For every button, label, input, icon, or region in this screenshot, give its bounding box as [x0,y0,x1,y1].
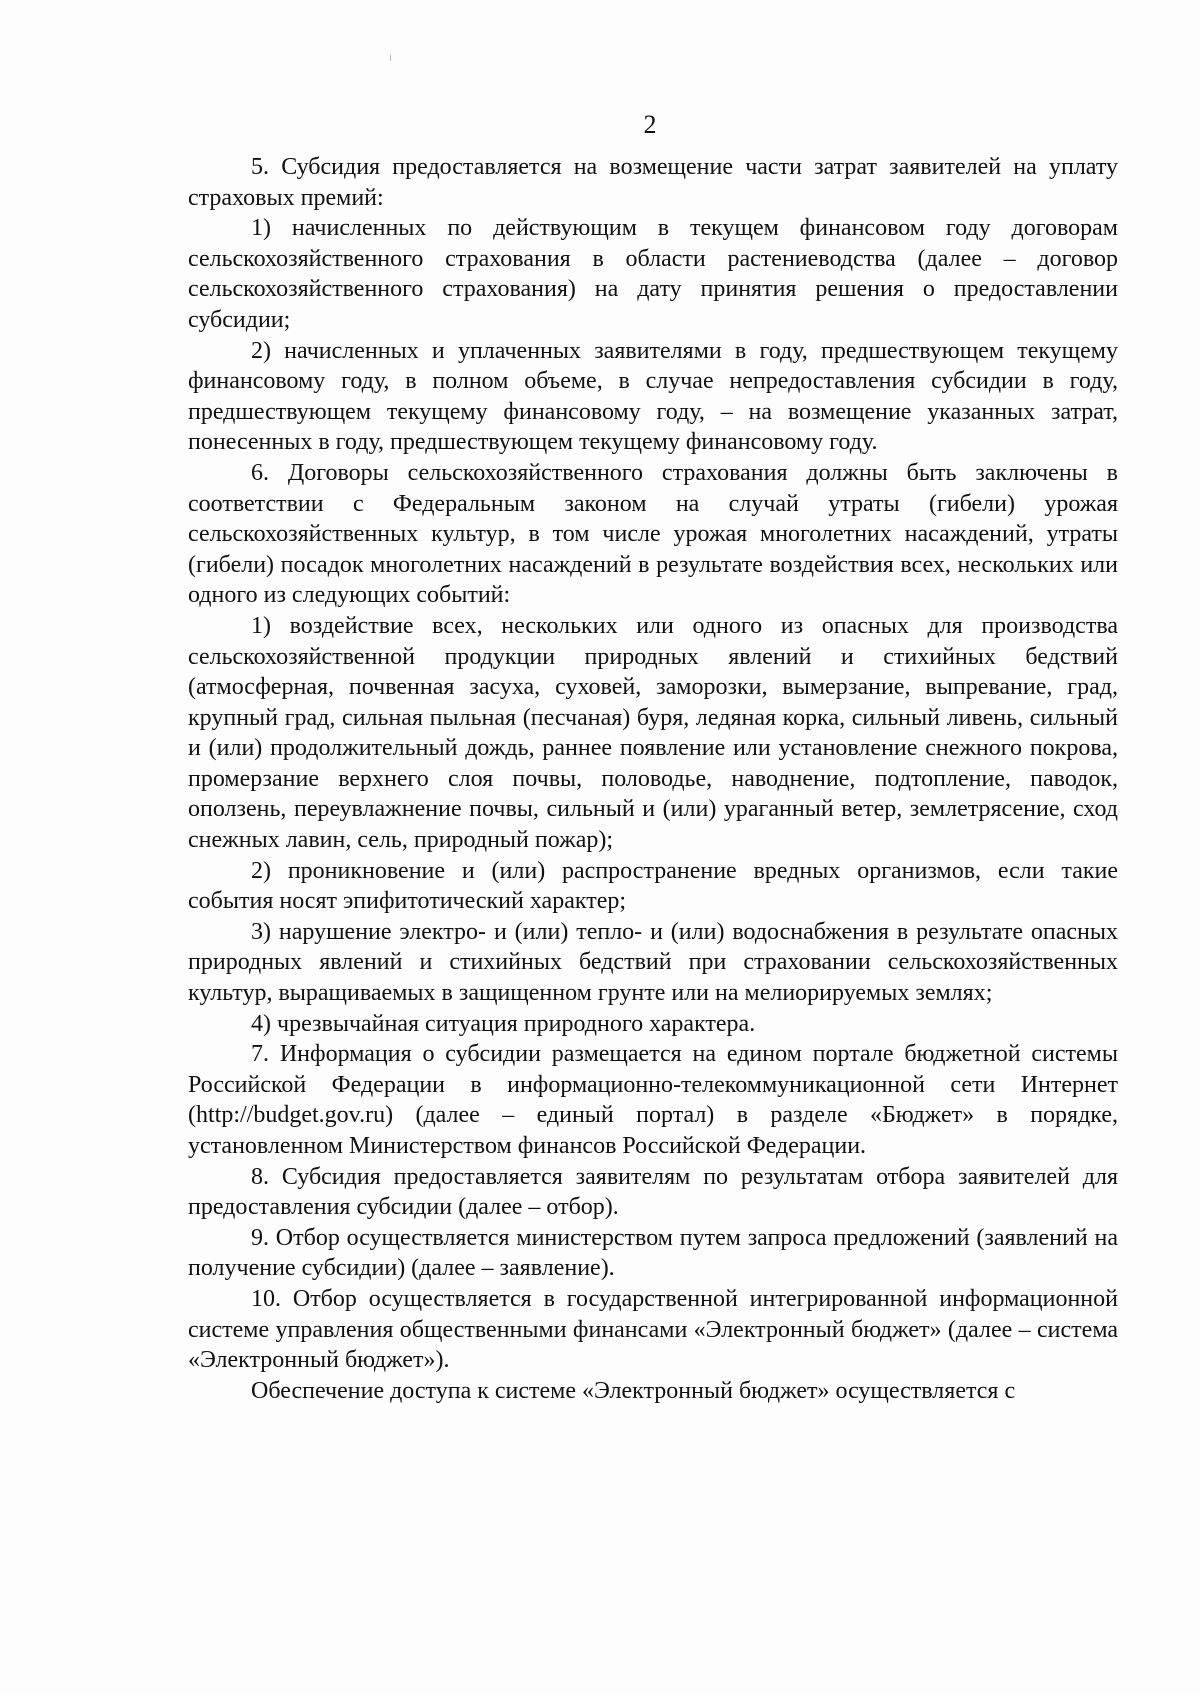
paragraph-6-item-4: 4) чрезвычайная ситуация природного характера. [251,1010,756,1037]
document-body [188,152,1118,1406]
paragraph-6-item-3: 3) нарушение электро- и (или) тепло- и (или) водоснабжения в результате опасных природных явлений и стихийных бедствий при страховании сельскохозяйственных культур, выращиваемых в защищенном грунте или на мелиорируемых землях; [188,918,1118,1007]
paragraph-6-item-1: 1) воздействие всех, нескольких или одного из опасных для производства сельскохозяйственной продукции природных явлений и стихийных бедствий (атмосферная, почвенная засуха, суховей, заморозки, вымерзание, выпревание, град, крупный град, сильная пыльная (песчаная) буря, ледяная корка, сильный ливень, сильный и (или) продолжительный дождь, раннее появление или установление снежного покрова, промерзание верхнего слоя почвы, половодье, наводнение, подтопление, паводок, оползень, переувлажнение почвы, сильный и (или) ураганный ветер, землетрясение, сход снежных лавин, сель, природный пожар); [188,612,1118,854]
paragraph-10-continuation: Обеспечение доступа к системе «Электронный бюджет» осуществляется с [251,1377,1016,1404]
paragraph-6: 6. Договоры сельскохозяйственного страхования должны быть заключены в соответствии с Федеральным законом на случай утраты (гибели) урожая сельскохозяйственных культур, в том числе урожая многолетних насаждений, утраты (гибели) посадок многолетних насаждений в результате воздействия всех, нескольких или одного из следующих событий: [188,459,1118,609]
paragraph-10: 10. Отбор осуществляется в государственной интегрированной информационной системе управления общественными финансами «Электронный бюджет» (далее – система «Электронный бюджет»). [188,1285,1118,1374]
paragraph-9: 9. Отбор осуществляется министерством путем запроса предложений (заявлений на получение субсидии) (далее – заявление). [188,1224,1118,1282]
paragraph-5-item-2: 2) начисленных и уплаченных заявителями в году, предшествующем текущему финансовому году, в полном объеме, в случае непредоставления субсидии в году, предшествующем текущему финансовому году, – на возмещение указанных затрат, понесенных в году, предшествующем текущему финансовому году. [188,337,1118,456]
paragraph-8: 8. Субсидия предоставляется заявителям по результатам отбора заявителей для предоставления субсидии (далее – отбор). [188,1163,1118,1221]
scan-mark [390,55,391,61]
paragraph-6-item-2: 2) проникновение и (или) распространение вредных организмов, если такие события носят эпифитотический характер; [188,857,1118,915]
paragraph-5-item-1: 1) начисленных по действующим в текущем финансовом году договорам сельскохозяйственного страхования в области растениеводства (далее – договор сельскохозяйственного страхования) на дату принятия решения о предоставлении субсидии; [188,215,1118,333]
page-number: 2 [643,110,657,139]
paragraph-7: 7. Информация о субсидии размещается на едином портале бюджетной системы Российской Федерации в информационно-телекоммуникационной сети Интернет (http://budget.gov.ru) (далее – единый портал) в разделе «Бюджет» в порядке, установленном Министерством финансов Российской Федерации. [188,1041,1118,1159]
paragraph-5: 5. Субсидия предоставляется на возмещение части затрат заявителей на уплату страховых премий: [188,154,1118,211]
